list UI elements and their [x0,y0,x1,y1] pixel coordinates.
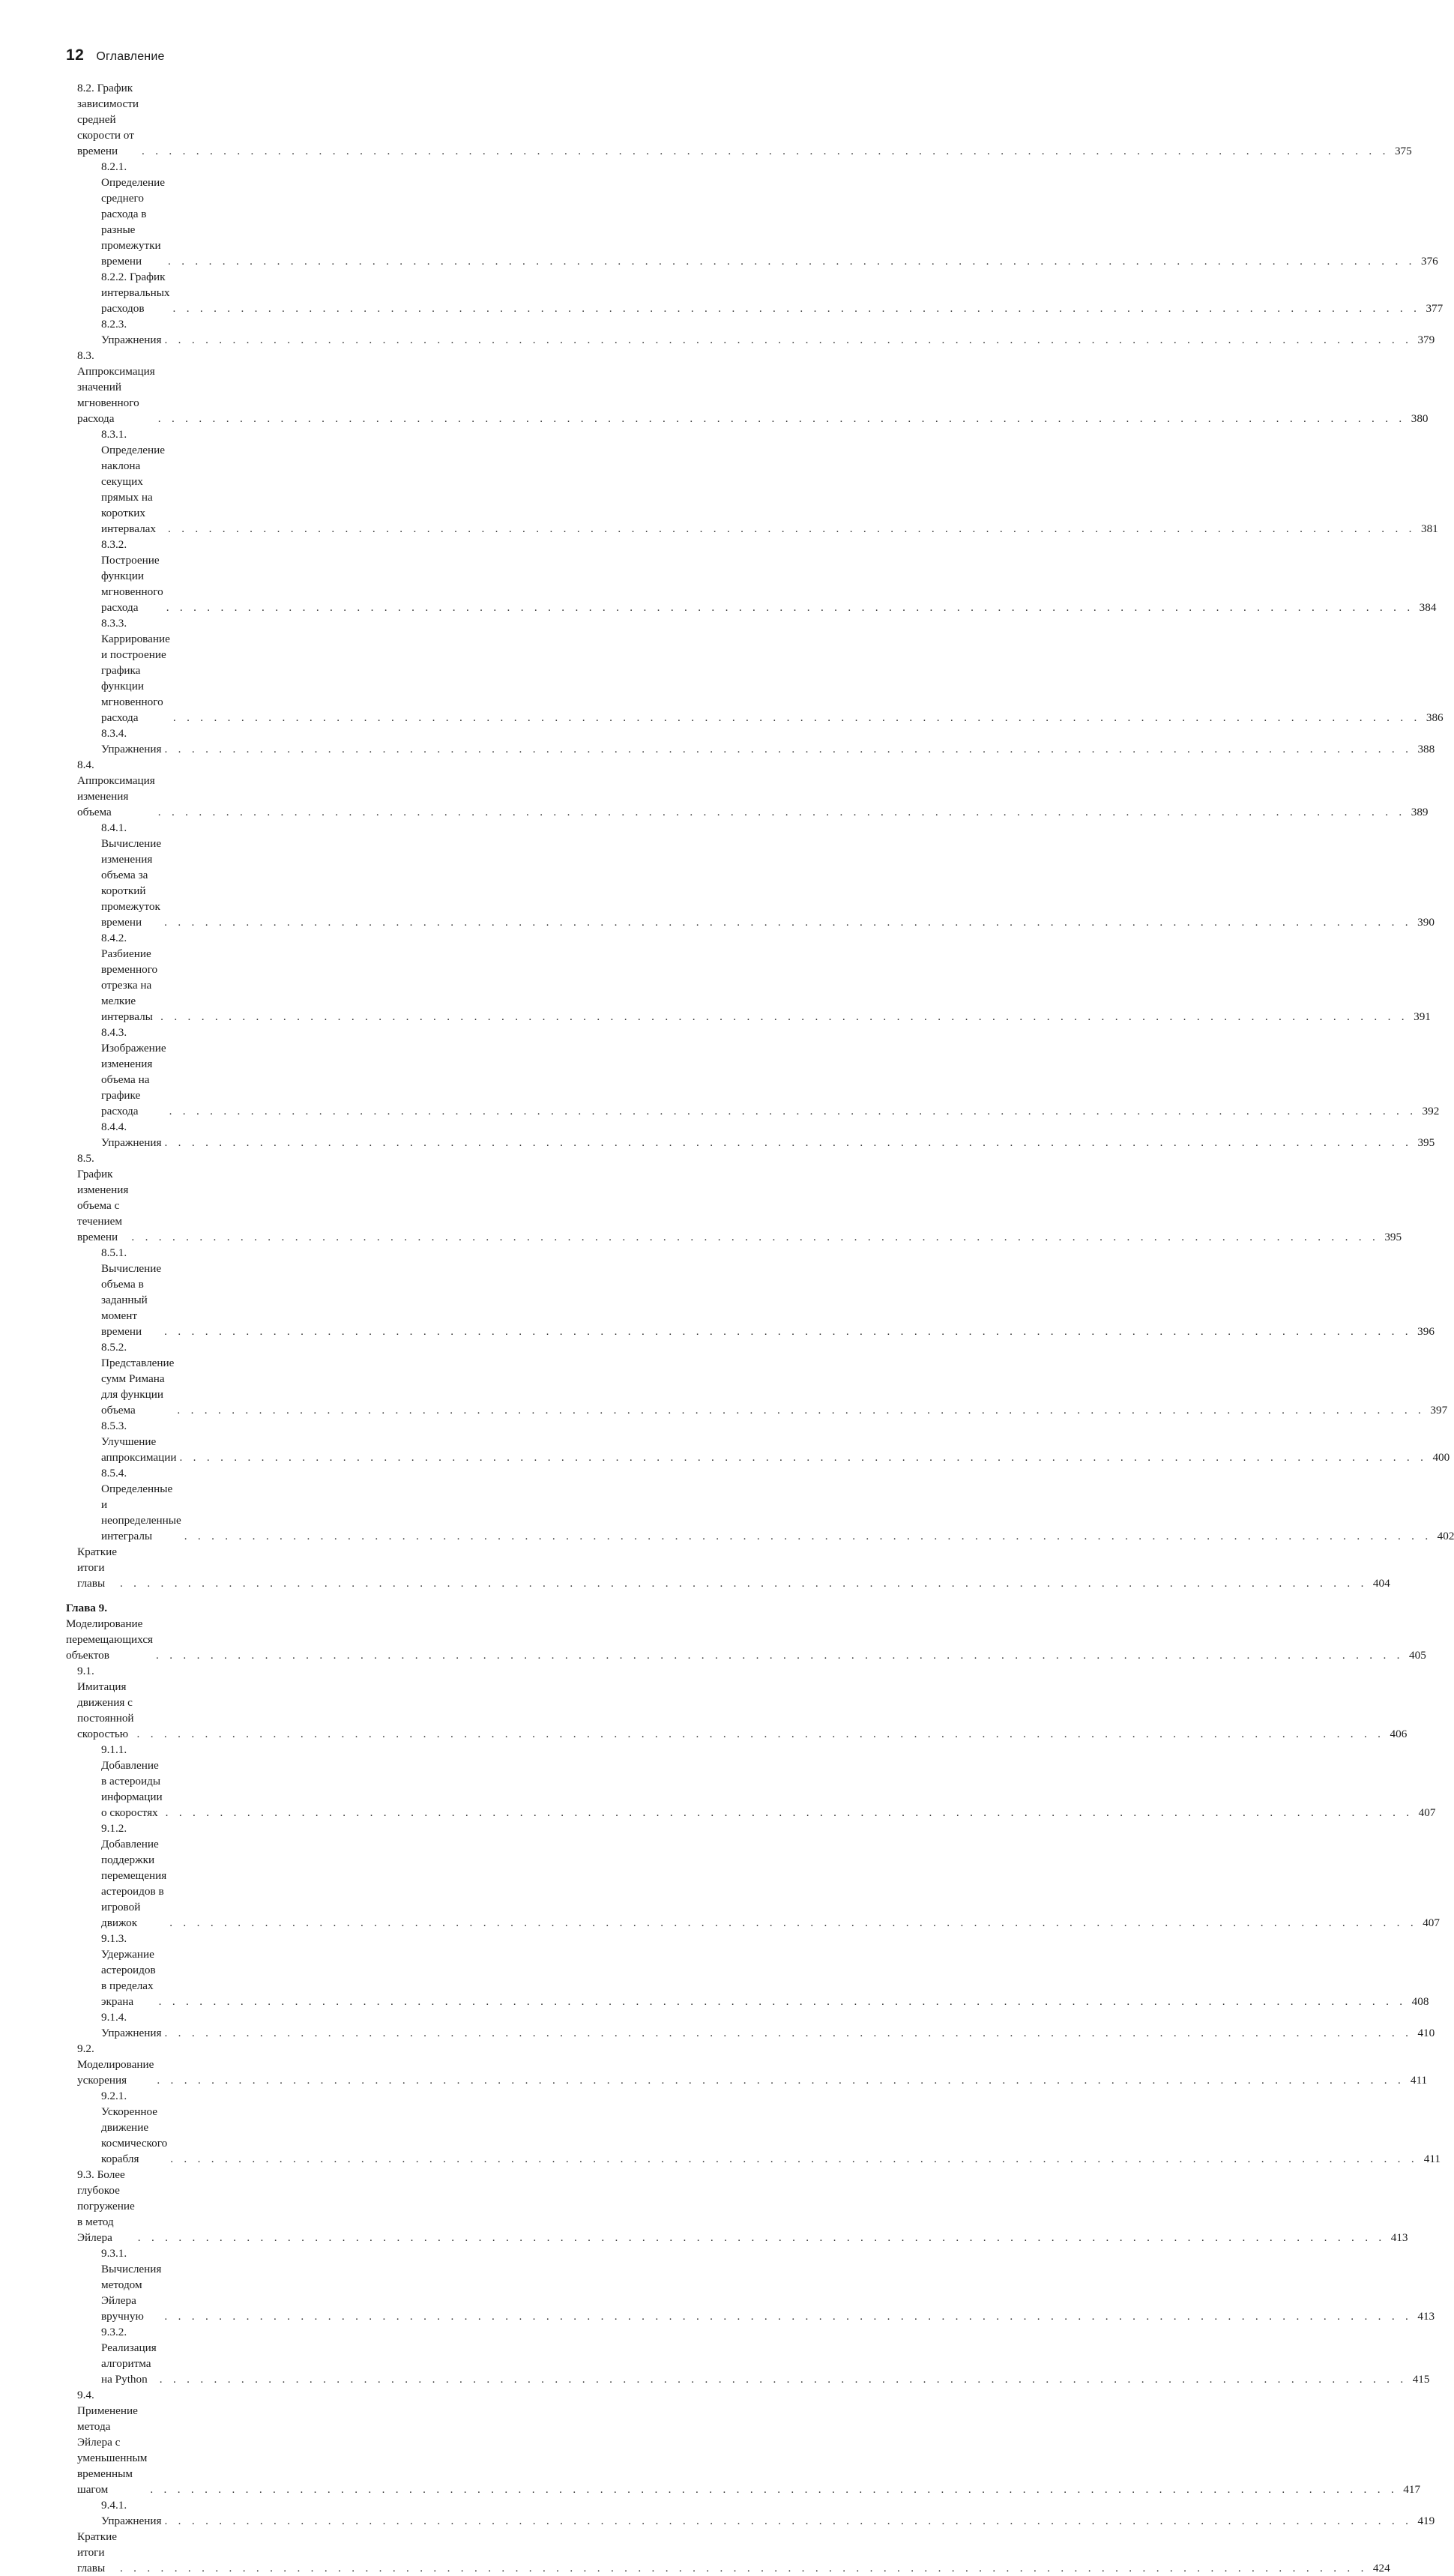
toc-page-number: 406 [1390,1728,1408,1740]
toc-entry-title: 8.2.3. Упражнения [101,318,162,346]
dot-leader [158,411,1406,426]
toc-entry-title: 9.2. Моделирование ускорения [77,2042,154,2087]
dot-leader [164,2513,1412,2529]
dot-leader [164,1135,1412,1150]
toc-subsection-entry[interactable] [0,1119,1435,1150]
toc-subsection-entry[interactable] [0,269,1444,316]
toc-section-entry[interactable] [0,757,1429,820]
toc-page-number: 390 [1417,916,1435,929]
toc-entry-title: 8.3.1. Определение наклона секущих прямых на коротких интервалах [101,428,166,535]
dot-leader [168,521,1416,537]
toc-entry-title: 8.3.2. Построение функции мгновенного расхода [101,538,163,614]
toc-entry-title: 8.4.2. Разбиение временного отрезка на мелкие интервалы [101,932,158,1023]
toc-entry-title: 8.4.4. Упражнения [101,1120,162,1149]
toc-page-number: 400 [1432,1451,1450,1464]
dot-leader [169,1103,1417,1119]
toc-entry-title: 9.4.1. Упражнения [101,2499,162,2527]
toc-page-number: 381 [1420,522,1438,535]
dot-leader [164,1324,1412,1339]
toc-page-number: 413 [1390,2231,1408,2244]
dot-leader [131,1229,1379,1245]
toc-entry-title: 9.1.2. Добавление поддержки перемещения астероидов в игровой движок [101,1822,167,1929]
toc-page-number: 389 [1411,806,1429,818]
toc-entry-title: Краткие итоги главы [77,2530,117,2575]
toc-subsection-entry[interactable] [0,1245,1435,1339]
dot-leader [168,253,1416,269]
toc-entry-title: 8.5.1. Вычисление объема в заданный момент времени [101,1246,162,1338]
dot-leader [120,1575,1368,1591]
toc-entry-title: 8.4.1. Вычисление изменения объема за короткий промежуток времени [101,821,162,929]
toc-page-number: 402 [1437,1530,1454,1542]
toc-page-number: 395 [1384,1231,1402,1243]
toc-page-number: 404 [1372,1577,1390,1590]
toc-section-entry[interactable] [0,2529,1390,2576]
toc-entry-title: 8.3. Аппроксимация значений мгновенного расхода [77,349,155,425]
toc-page-number: 407 [1418,1806,1436,1819]
toc-subsection-entry[interactable] [0,2088,1441,2167]
dot-leader [179,1450,1427,1465]
toc-subsection-entry[interactable] [0,1418,1450,1465]
dot-leader [137,1726,1385,1742]
toc-subsection-entry[interactable] [0,316,1435,348]
toc-page-number: 417 [1403,2483,1421,2496]
toc-page-number: 376 [1420,255,1438,268]
toc-page-number: 411 [1423,2153,1441,2165]
toc-subsection-entry[interactable] [0,2324,1430,2387]
dot-leader [120,2560,1368,2576]
toc-section-entry[interactable] [0,1663,1408,1742]
chapter-title: Моделирование перемещающихся объектов [66,1617,154,1662]
dot-leader [164,741,1412,757]
toc-page-number: 419 [1417,2515,1435,2527]
toc-page-number: 386 [1426,711,1444,724]
toc-subsection-entry[interactable] [0,1821,1440,1931]
toc-page-number: 407 [1423,1916,1440,1929]
toc-subsection-entry[interactable] [0,2245,1435,2324]
toc-page-number: 380 [1411,412,1429,425]
toc-entry-title: Краткие итоги главы [77,1545,117,1590]
toc-page-number: 408 [1411,1995,1429,2008]
dot-leader [157,2072,1405,2088]
toc-page-number: 424 [1372,2562,1390,2575]
toc-section-entry[interactable] [0,80,1412,159]
toc-subsection-entry[interactable] [0,1931,1429,2009]
dot-leader [166,600,1414,615]
toc-subsection-entry[interactable] [0,2497,1435,2529]
toc-entry-title: 9.3. Более глубокое погружение в метод Эйлера [77,2168,135,2244]
dot-leader [173,301,1421,316]
toc-page-number: 379 [1417,334,1435,346]
toc-entry-title: 8.3.3. Каррирование и построение графика функции мгновенного расхода [101,617,170,724]
toc-entry-title: 8.5.3. Улучшение аппроксимации [101,1420,177,1464]
toc-entry-title: 9.2.1. Ускоренное движение космического корабля [101,2090,168,2165]
toc-section-entry[interactable] [0,1150,1402,1245]
toc-entry-title: 9.1. Имитация движения с постоянной скоростью [77,1665,134,1740]
toc-page-number: 388 [1417,743,1435,755]
toc-subsection-entry[interactable] [0,426,1438,537]
toc-subsection-entry[interactable] [0,615,1444,726]
toc-section-entry[interactable] [0,2041,1428,2088]
toc-page-number: 377 [1426,302,1444,315]
toc-entry-title: 8.4.3. Изображение изменения объема на графике расхода [101,1026,166,1117]
dot-leader [169,1915,1417,1931]
toc-entry-title: 9.1.3. Удержание астероидов в пределах экрана [101,1932,156,2008]
dot-leader [164,2308,1412,2324]
toc-page-number: 396 [1417,1325,1435,1338]
toc-subsection-entry[interactable] [0,1742,1436,1821]
dot-leader [164,332,1412,348]
dot-leader [159,1994,1407,2009]
toc-chapter-entry[interactable] [0,1600,1426,1663]
dot-leader [177,1402,1425,1418]
toc-page-number: 392 [1422,1105,1440,1117]
toc-entry-title: 8.5. График изменения объема с течением времени [77,1152,129,1243]
page-header [66,46,165,64]
toc-page-number: 413 [1417,2310,1435,2323]
toc-page-number: 415 [1412,2373,1430,2386]
toc-entry-title [66,1600,153,1663]
chapter-label: Глава 9. [66,1602,108,1614]
page-number: 12 [66,46,85,64]
toc-entry-title: 9.4. Применение метода Эйлера с уменьшенным временным шагом [77,2389,148,2496]
toc-page-number: 397 [1430,1404,1448,1417]
toc-entry-title: 9.3.2. Реализация алгоритма на Python [101,2326,157,2386]
toc-section-entry[interactable] [0,2387,1421,2497]
toc-section-entry[interactable] [0,1544,1390,1591]
dot-leader [184,1528,1432,1544]
toc-section-entry[interactable] [0,2167,1408,2245]
dot-leader [160,1009,1408,1025]
dot-leader [158,804,1406,820]
dot-leader [156,1647,1404,1663]
dot-leader [138,2230,1386,2245]
dot-leader [164,2025,1412,2041]
dot-leader [150,2482,1398,2497]
toc-subsection-entry[interactable] [0,537,1437,615]
toc-page-number: 375 [1394,145,1412,157]
toc-entry-title: 9.1.4. Упражнения [101,2011,162,2039]
running-title: Оглавление [96,50,165,63]
dot-leader [166,1805,1414,1821]
toc-entry-title: 8.3.4. Упражнения [101,727,162,755]
toc-entry-title: 8.4. Аппроксимация изменения объема [77,758,155,818]
toc-section-entry[interactable] [0,348,1429,426]
toc-subsection-entry[interactable] [0,159,1438,269]
toc-subsection-entry[interactable] [0,2009,1435,2041]
toc-entry-title: 8.2. График зависимости средней скорости от времени [77,82,139,157]
dot-leader [170,2151,1418,2167]
table-of-contents [0,80,1454,2576]
toc-page-number: 410 [1417,2027,1435,2039]
toc-entry-title: 8.2.2. График интервальных расходов [101,271,170,315]
toc-entry-title: 8.5.2. Представление сумм Римана для функции объема [101,1341,175,1417]
toc-page-number: 384 [1419,601,1437,614]
toc-subsection-entry[interactable] [0,1339,1448,1418]
dot-leader [173,710,1421,726]
toc-entry-title: 8.2.1. Определение среднего расхода в разные промежутки времени [101,160,166,268]
dot-leader [164,914,1412,930]
toc-subsection-entry[interactable] [0,1025,1440,1119]
toc-subsection-entry[interactable] [0,820,1435,930]
toc-subsection-entry[interactable] [0,1465,1454,1544]
toc-subsection-entry[interactable] [0,726,1435,757]
toc-entry-title: 9.3.1. Вычисления методом Эйлера вручную [101,2247,162,2323]
toc-subsection-entry[interactable] [0,930,1431,1025]
toc-page-number: 391 [1414,1010,1431,1023]
toc-page-number: 411 [1410,2074,1428,2087]
dot-leader [160,2371,1408,2387]
toc-entry-title: 8.5.4. Определенные и неопределенные интегралы [101,1467,181,1542]
toc-page-number: 395 [1417,1136,1435,1149]
toc-entry-title: 9.1.1. Добавление в астероиды информации о скоростях [101,1743,163,1819]
dot-leader [142,143,1390,159]
toc-page-number: 405 [1409,1649,1426,1662]
